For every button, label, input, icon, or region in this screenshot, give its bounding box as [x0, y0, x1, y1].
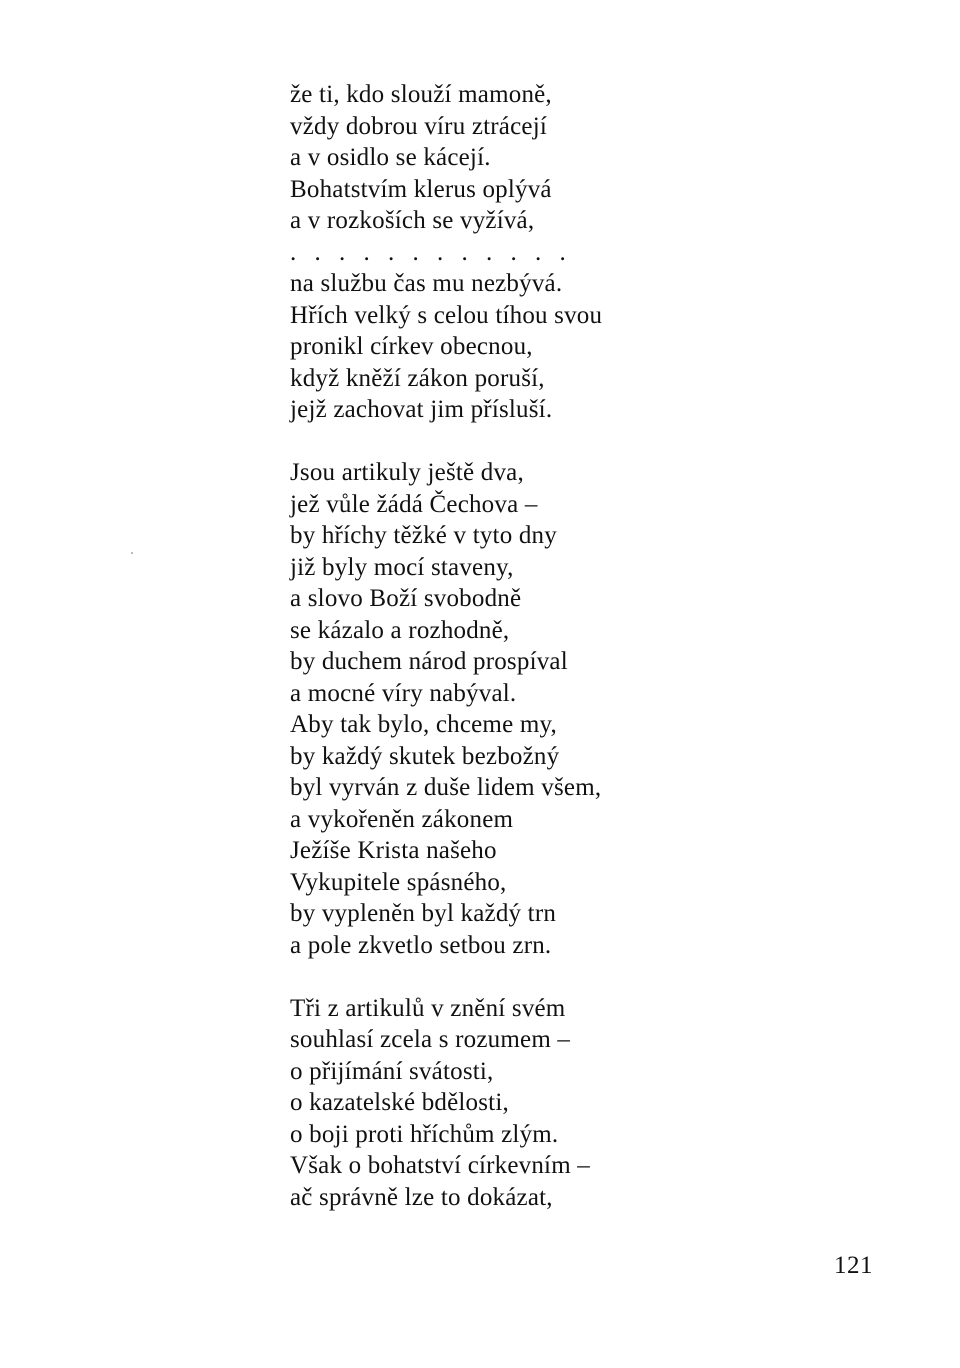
verse-line: se kázalo a rozhodně,: [290, 616, 510, 644]
verse-line: o přijímání svátosti,: [290, 1057, 494, 1085]
verse-line: a v osidlo se kácejí.: [290, 144, 491, 171]
verse-line: Bohatstvím klerus oplývá: [290, 175, 552, 203]
verse-line: jejž zachovat jim přísluší.: [290, 396, 553, 423]
omission-dots: . . . . . . . . . . . .: [290, 238, 572, 266]
verse-line: již byly mocí staveny,: [290, 553, 514, 581]
verse-line: Ježíše Krista našeho: [290, 837, 497, 864]
verse-line: pronikl církev obecnou,: [290, 333, 533, 360]
verse-line: o kazatelské bdělosti,: [290, 1089, 509, 1116]
verse-line: o boji proti hříchům zlým.: [290, 1120, 559, 1148]
verse-line: když kněží zákon poruší,: [290, 364, 545, 392]
verse-line: by vypleněn byl každý trn: [290, 900, 557, 927]
verse-line: ač správně lze to dokázat,: [290, 1183, 553, 1211]
stanza-1: [290, 79, 850, 426]
stanza-3: [290, 993, 850, 1214]
stanza-2: [290, 457, 850, 961]
verse-line: a pole zkvetlo setbou zrn.: [290, 931, 552, 959]
verse-line: a vykořeněn zákonem: [290, 805, 514, 833]
page-number: 121: [834, 1252, 873, 1279]
margin-speck: [131, 552, 133, 554]
verse-line: by každý skutek bezbožný: [290, 742, 560, 770]
verse-line: a v rozkoších se vyžívá,: [290, 207, 535, 234]
verse-line: byl vyrván z duše lidem všem,: [290, 774, 602, 801]
verse-line: vždy dobrou víru ztrácejí: [290, 112, 547, 140]
verse-line: by duchem národ prospíval: [290, 648, 568, 675]
verse-line: na službu čas mu nezbývá.: [290, 270, 563, 297]
verse-line: by hříchy těžké v tyto dny: [290, 522, 557, 549]
verse-line: že ti, kdo slouží mamoně,: [290, 81, 552, 108]
verse-line: Hřích velký s celou tíhou svou: [290, 301, 603, 329]
verse-line: Vykupitele spásného,: [290, 868, 507, 896]
verse-line: Jsou artikuly ještě dva,: [290, 459, 524, 486]
verse-line: Však o bohatství církevním –: [290, 1152, 590, 1179]
verse-line: Tři z artikulů v znění svém: [290, 994, 566, 1022]
verse-line: Aby tak bylo, chceme my,: [290, 711, 557, 738]
verse-line: jež vůle žádá Čechova –: [290, 490, 538, 518]
verse-line: a mocné víry nabýval.: [290, 679, 517, 707]
verse-line: souhlasí zcela s rozumem –: [290, 1026, 571, 1053]
poem-text: [290, 79, 850, 1213]
verse-line: a slovo Boží svobodně: [290, 585, 522, 612]
